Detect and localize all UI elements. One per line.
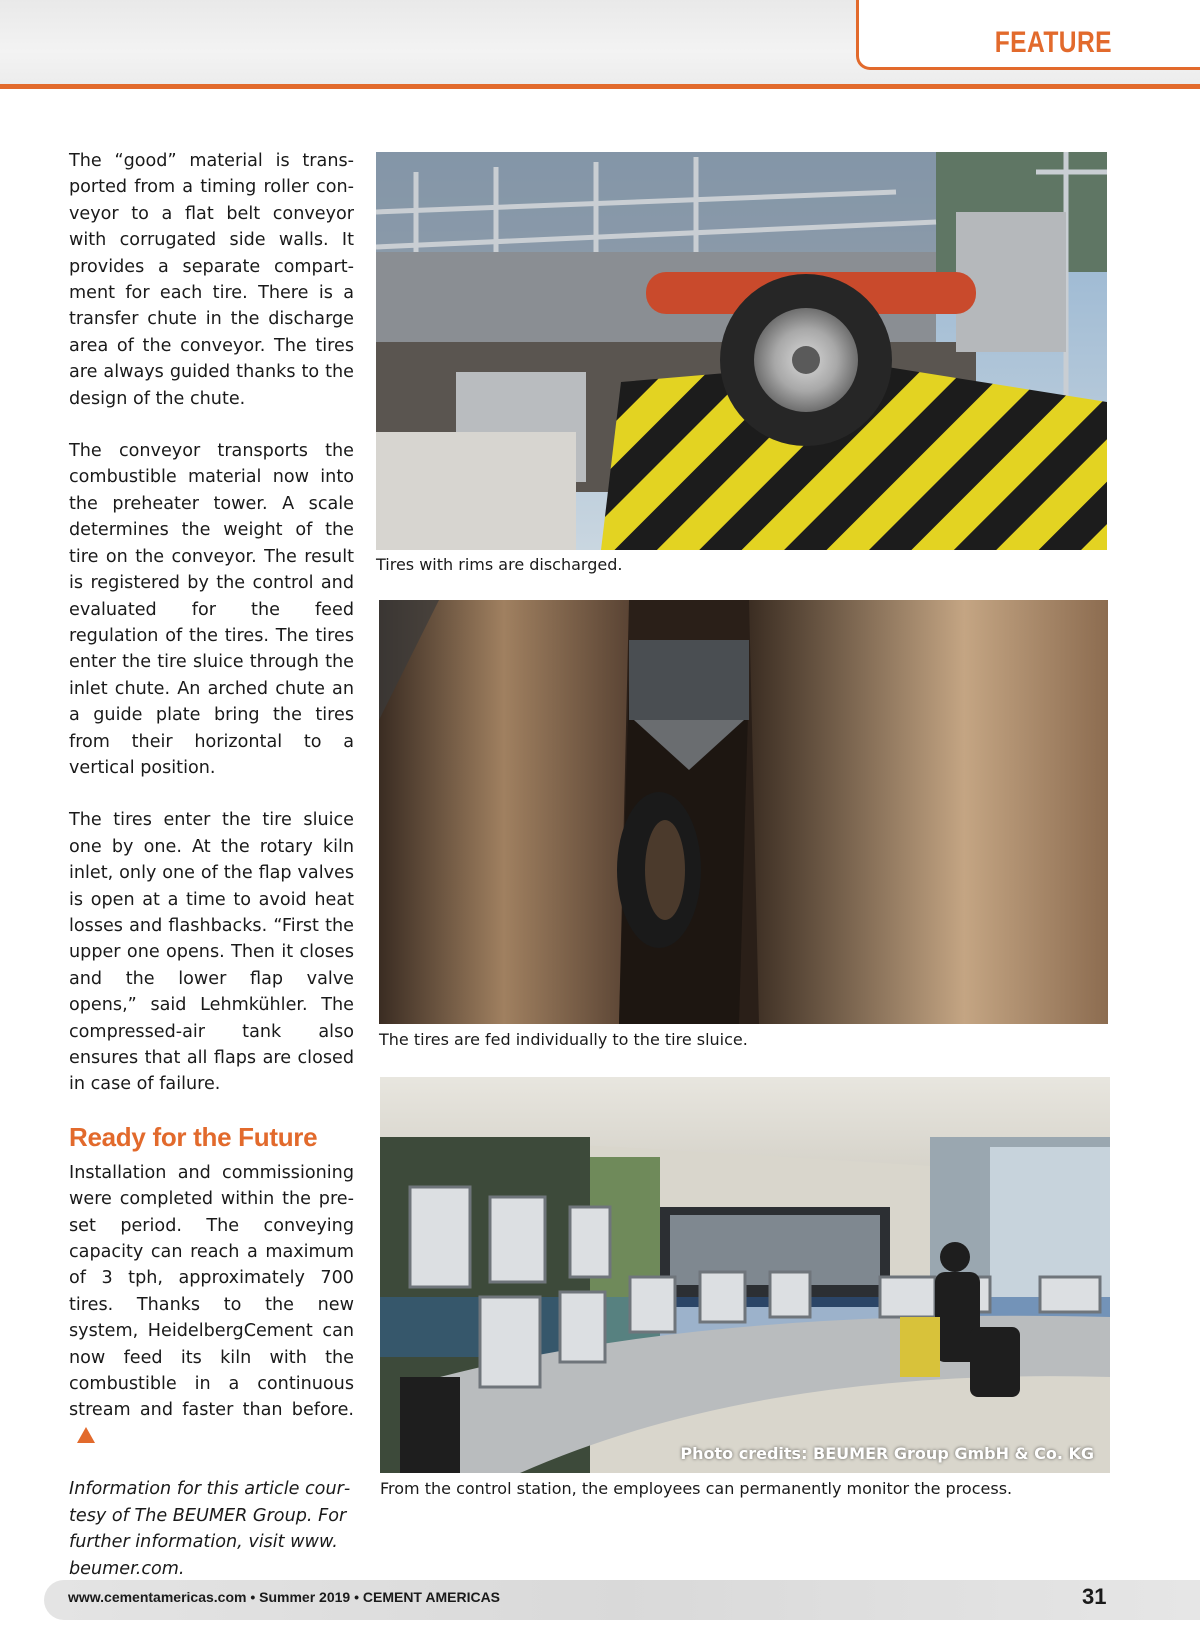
photo-control-room [380, 1077, 1110, 1473]
page-number: 31 [1082, 1584, 1107, 1609]
photo-tire-discharge [376, 152, 1107, 550]
photo-tire-discharge-image [376, 152, 1107, 550]
photo-tire-sluice [379, 600, 1108, 1024]
article-text-column [69, 148, 354, 1608]
article-paragraph: The “good” material is transported from a timing roller conveyor to a flat belt conveyor with corrugated side walls. It provides a separate compartment for each tire. There is a transfer chute in the discharge area of the conveyor. The tires are always guided thanks to the design of the chute. [69, 151, 354, 409]
photo-caption: The tires are fed individually to the tire sluice. [379, 1030, 748, 1049]
photo-caption: Tires with rims are discharged. [376, 555, 623, 574]
photo-control-room-image [380, 1077, 1110, 1473]
article-subheading: Ready for the Future [69, 1121, 318, 1152]
photo-tire-sluice-image [379, 600, 1108, 1024]
article-credit-note: Information for this article courtesy of The BEUMER Group. For further information, visit www. beumer.com. [69, 1479, 351, 1579]
section-label: FEATURE [994, 26, 1112, 59]
photo-credit-overlay: Photo credits: BEUMER Group GmbH & Co. KG [680, 1444, 1094, 1463]
article-paragraph: The tires enter the tire sluice one by one. At the rotary kiln inlet, only one of the flap valves is open at a time to avoid heat losses and flashbacks. “First the upper one opens. Then it closes and the lower flap valve opens,” said Lehmkühler. The compressed-air tank also ensures that all flaps are closed in case of failure. [69, 810, 354, 1095]
photo-caption: From the control station, the employees can permanently monitor the process. [380, 1479, 1013, 1498]
header-rule [0, 84, 1200, 89]
footer-publication-info: www.cementamericas.com • Summer 2019 • CEMENT AMERICAS [68, 1589, 501, 1605]
article-paragraph: The conveyor transports the combustible material now into the preheater tower. A scale determines the weight of the tire on the conveyor. The result is registered by the control and evaluated for the feed regulation of the tires. The tires enter the tire sluice through the inlet chute. An arched chute an a guide plate bring the tires from their horizontal to a vertical position. [69, 441, 354, 778]
article-paragraph-closing [69, 1160, 354, 1450]
end-of-article-icon [77, 1427, 95, 1443]
closing-text: Installation and commissioning were completed within the preset period. The conveying capacity can reach a maximum of 3 tph, approximately 700 tires. Thanks to the new system, HeidelbergCement can now feed its kiln with the combustible in a continuous stream and faster than before. [69, 1162, 354, 1421]
